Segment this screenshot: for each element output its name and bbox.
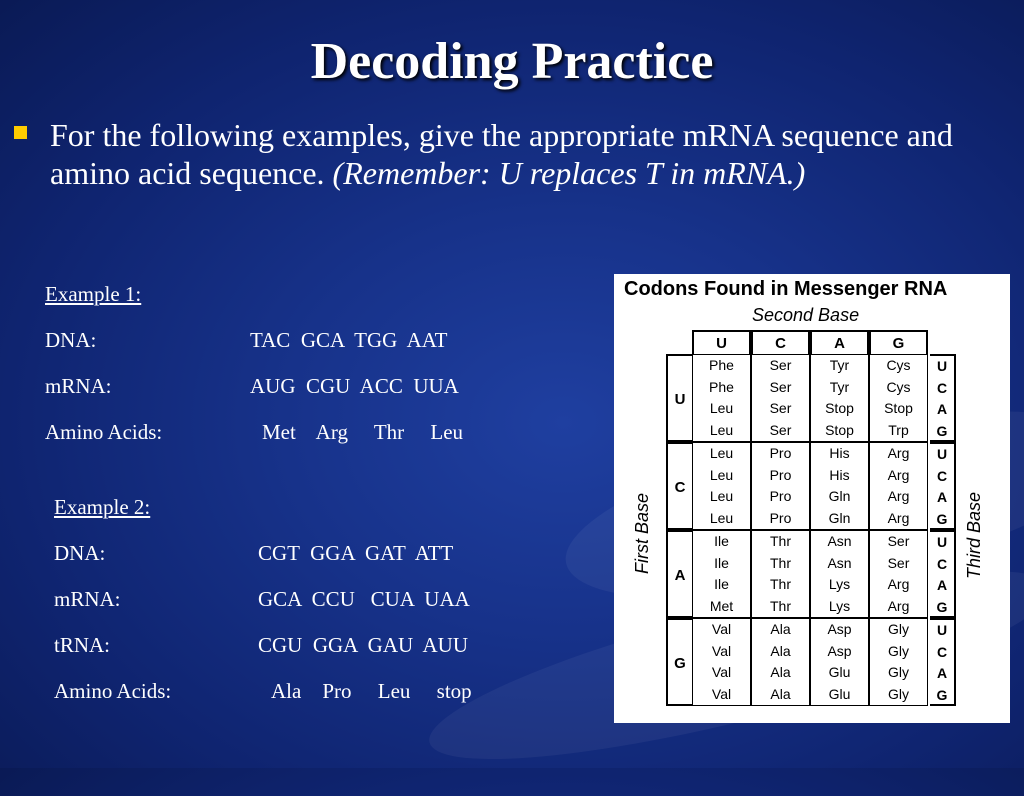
column-header-a: A	[810, 330, 869, 354]
third-base-column	[930, 354, 956, 442]
amino-acid: Val	[711, 685, 732, 702]
example-2-amino-label: Amino Acids:	[54, 679, 172, 703]
amino-acid: Ser	[769, 421, 792, 438]
amino-acid: Gly	[888, 621, 909, 637]
third-base-letter: C	[936, 643, 948, 660]
amino-acid: Tyr	[829, 378, 850, 395]
codon-table-title: Codons Found in Messenger RNA	[624, 278, 948, 300]
amino-acid: Glu	[828, 664, 851, 680]
amino-acid: Cys	[886, 357, 911, 373]
amino-acid: Ser	[887, 533, 910, 549]
example-2-trna-label: tRNA:	[54, 633, 111, 657]
third-base-letter: U	[936, 446, 948, 462]
example-1-amino-value: Met Arg Thr Leu	[262, 420, 464, 444]
amino-acid: Arg	[887, 597, 910, 614]
amino-acid: Ala	[770, 685, 791, 702]
third-base-letter: A	[936, 665, 948, 681]
example-2-dna-label: DNA:	[54, 541, 106, 565]
amino-acid: Ile	[714, 533, 729, 549]
third-base-letter: G	[936, 510, 948, 527]
codon-cell	[810, 354, 869, 442]
third-base-column	[930, 442, 956, 530]
amino-acid: Cys	[886, 378, 911, 395]
amino-acid: Phe	[709, 357, 734, 373]
third-base-letter: U	[936, 358, 948, 374]
example-2-heading: Example 2:	[54, 495, 151, 519]
amino-acid: Ala	[770, 664, 791, 680]
amino-acid: Ala	[770, 621, 791, 637]
amino-acid: Leu	[709, 509, 734, 526]
amino-acid: Lys	[828, 597, 851, 614]
second-base-label: Second Base	[752, 305, 860, 325]
codon-cell	[692, 618, 751, 706]
example-1-heading: Example 1:	[45, 282, 142, 306]
codon-cell	[751, 442, 810, 530]
example-1-mrna-label: mRNA:	[45, 374, 112, 398]
amino-acid: Val	[711, 642, 732, 659]
slide-title: Decoding Practice	[310, 33, 714, 90]
example-2-mrna-label: mRNA:	[54, 587, 121, 611]
third-base-label: Third Base	[964, 491, 984, 579]
instruction-text	[50, 116, 1004, 192]
third-base-letter: U	[936, 534, 948, 550]
amino-acid: Pro	[769, 488, 792, 504]
example-2-trna-value: CGU GGA GAU AUU	[258, 633, 469, 657]
example-1-dna-label: DNA:	[45, 328, 97, 352]
amino-acid: Ile	[714, 576, 729, 592]
third-base-letter: A	[936, 577, 948, 593]
amino-acid: Ser	[769, 400, 792, 416]
amino-acid: Ala	[770, 642, 791, 659]
amino-acid: Thr	[770, 554, 791, 571]
amino-acid: Leu	[709, 445, 734, 461]
amino-acid: Pro	[769, 466, 792, 483]
row-header: U	[666, 354, 692, 442]
third-base-letter: U	[936, 622, 948, 638]
amino-acid: Gln	[828, 488, 851, 504]
amino-acid: Leu	[709, 400, 734, 416]
amino-acid: Arg	[887, 576, 910, 592]
codon-table	[614, 274, 1010, 723]
third-base-letter: G	[936, 598, 948, 615]
codon-cell	[869, 354, 928, 442]
instruction-bullet	[14, 116, 1004, 192]
column-header-u: U	[692, 330, 751, 354]
row-header: A	[666, 530, 692, 618]
amino-acid: Lys	[828, 576, 851, 592]
amino-acid: Gly	[888, 642, 909, 659]
example-1-dna-value: TAC GCA TGG AAT	[250, 328, 448, 352]
amino-acid: Gly	[888, 685, 909, 702]
amino-acid: Thr	[770, 576, 791, 592]
codon-cell	[869, 618, 928, 706]
amino-acid: His	[829, 466, 850, 483]
amino-acid: Stop	[825, 421, 854, 438]
amino-acid: Phe	[709, 378, 734, 395]
codon-cell	[692, 442, 751, 530]
column-header-c: C	[751, 330, 810, 354]
codon-cell	[810, 530, 869, 618]
amino-acid: Arg	[887, 488, 910, 504]
example-2-amino-value: Ala Pro Leu stop	[271, 679, 472, 703]
amino-acid: Arg	[887, 445, 910, 461]
amino-acid: Thr	[770, 597, 791, 614]
amino-acid: Arg	[887, 509, 910, 526]
amino-acid: Asp	[827, 621, 852, 637]
amino-acid: Leu	[709, 488, 734, 504]
third-base-letter: C	[936, 555, 948, 572]
third-base-column	[930, 530, 956, 618]
codon-cell	[751, 618, 810, 706]
codon-cell	[869, 442, 928, 530]
amino-acid: Stop	[884, 400, 913, 416]
amino-acid: Ser	[769, 378, 792, 395]
amino-acid: Thr	[770, 533, 791, 549]
amino-acid: Gly	[888, 664, 909, 680]
third-base-letter: A	[936, 401, 948, 417]
codon-cell	[810, 442, 869, 530]
amino-acid: Leu	[709, 466, 734, 483]
amino-acid: His	[829, 445, 850, 461]
amino-acid: Met	[709, 597, 734, 614]
third-base-letter: G	[936, 422, 948, 439]
amino-acid: Glu	[828, 685, 851, 702]
amino-acid: Stop	[825, 400, 854, 416]
amino-acid: Pro	[769, 445, 792, 461]
row-header: G	[666, 618, 692, 706]
amino-acid: Val	[711, 664, 732, 680]
codon-cell	[692, 354, 751, 442]
amino-acid: Leu	[709, 421, 734, 438]
codon-cell	[692, 530, 751, 618]
amino-acid: Val	[711, 621, 732, 637]
amino-acid: Asn	[827, 554, 852, 571]
codon-cell	[751, 530, 810, 618]
example-1-amino-label: Amino Acids:	[45, 420, 163, 444]
codon-cell	[810, 618, 869, 706]
amino-acid: Pro	[769, 509, 792, 526]
amino-acid: Asp	[827, 642, 852, 659]
row-header: C	[666, 442, 692, 530]
third-base-letter: C	[936, 467, 948, 484]
amino-acid: Asn	[827, 533, 852, 549]
bullet-square-icon	[14, 126, 27, 139]
amino-acid: Ile	[714, 554, 729, 571]
first-base-label: First Base	[632, 492, 652, 574]
amino-acid: Ser	[769, 357, 792, 373]
third-base-column	[930, 618, 956, 706]
example-2-dna-value: CGT GGA GAT ATT	[258, 541, 454, 565]
amino-acid: Ser	[887, 554, 910, 571]
example-1	[45, 282, 565, 462]
third-base-letter: A	[936, 489, 948, 505]
codon-cell	[869, 530, 928, 618]
third-base-letter: G	[936, 686, 948, 703]
example-1-mrna-value: AUG CGU ACC UUA	[250, 374, 459, 398]
third-base-letter: C	[936, 379, 948, 396]
amino-acid: Trp	[888, 421, 909, 438]
amino-acid: Gln	[828, 509, 851, 526]
codon-cell	[751, 354, 810, 442]
amino-acid: Arg	[887, 466, 910, 483]
column-header-g: G	[869, 330, 928, 354]
instruction-main: For the following examples, give the appropriate mRNA sequence and amino acid sequence.	[50, 117, 953, 191]
example-2	[54, 495, 574, 715]
instruction-reminder: (Remember: U replaces T in mRNA.)	[332, 155, 806, 191]
amino-acid: Tyr	[829, 357, 850, 373]
example-2-mrna-value: GCA CCU CUA UAA	[258, 587, 470, 611]
